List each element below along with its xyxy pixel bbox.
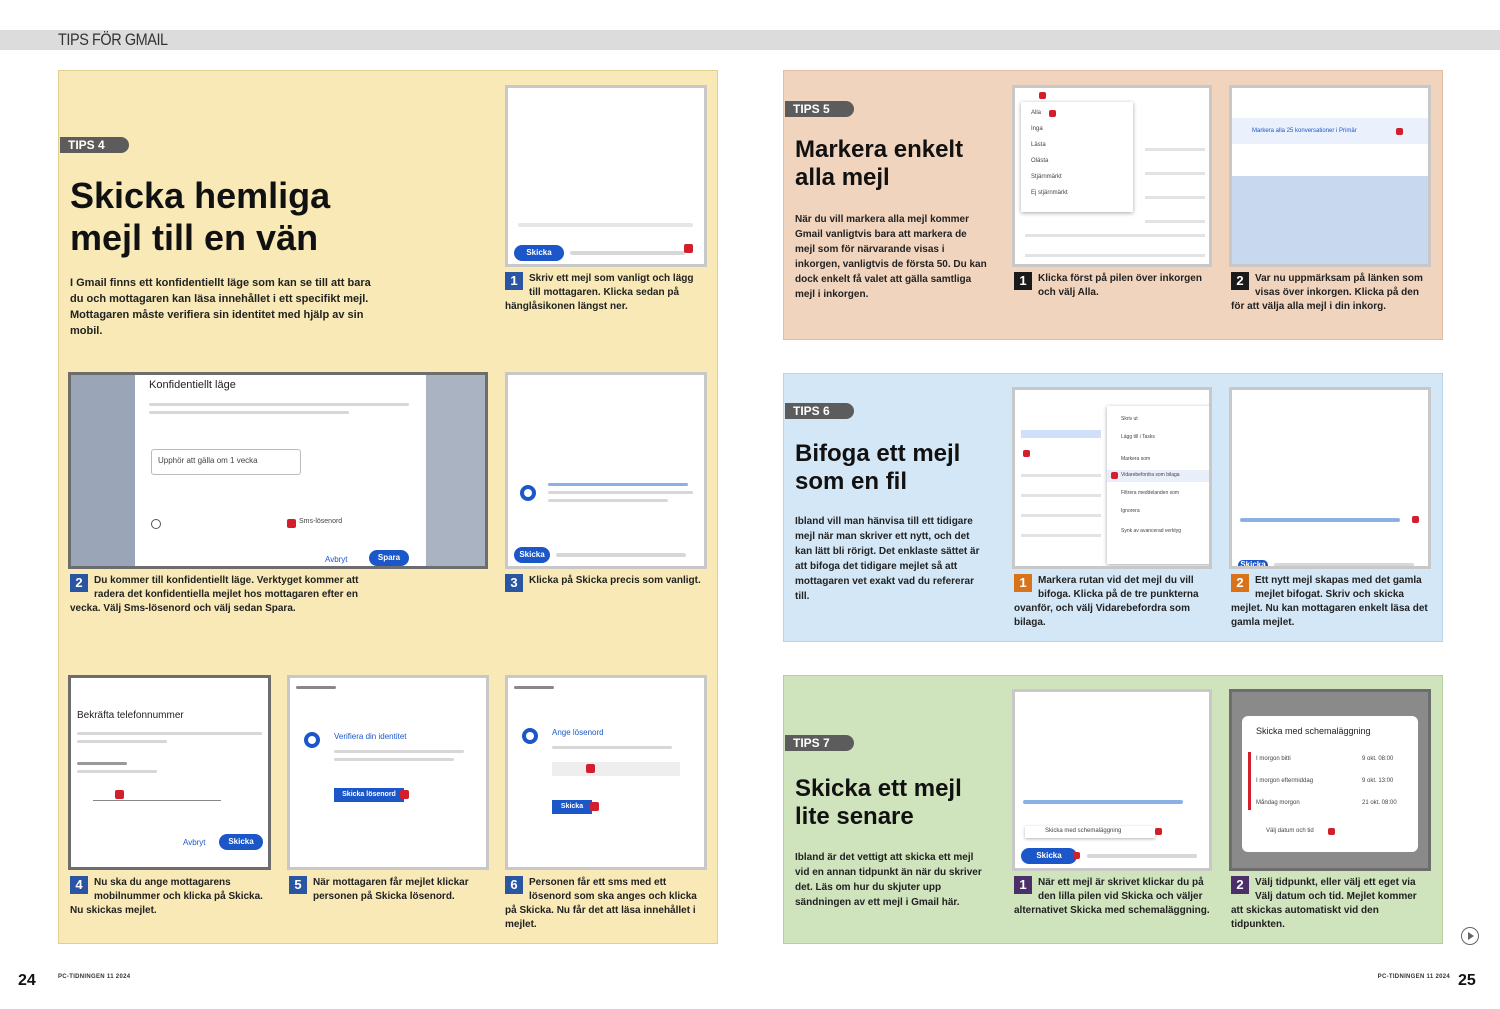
verify-title: Verifiera din identitet: [334, 732, 407, 741]
send-button-7[interactable]: Skicka: [1021, 848, 1077, 864]
marker-send-arrow: [1073, 852, 1080, 859]
lock-icon: [684, 244, 693, 253]
send-password-button[interactable]: Skicka lösenord: [334, 788, 404, 802]
tips5-badge: TIPS 5: [785, 101, 854, 117]
tips7-step1: 1 När ett mejl är skrivet klickar du på den lilla pilen vid Skicka och väljer alternativet Skicka med schemaläggning.: [1014, 877, 1210, 916]
tips6-screenshot-1: [1012, 387, 1212, 569]
tips4-heading-line2: mejl till en vän: [70, 217, 319, 259]
marker-arrow: [1039, 92, 1046, 99]
header-title: TIPS FÖR GMAIL: [58, 30, 168, 49]
marker-submit: [590, 802, 599, 811]
page-number-right: 25: [1458, 972, 1476, 989]
expiry-select[interactable]: Upphör att gälla om 1 vecka: [151, 449, 301, 475]
tips5-step2: 2 Var nu uppmärksam på länken som visas över inkorgen. Klicka på den för att välja alla mejl i din inkorg.: [1231, 273, 1423, 312]
marker-password: [586, 764, 595, 773]
send-button-6[interactable]: Skicka: [1238, 560, 1268, 569]
marker-custom: [1328, 828, 1335, 835]
tips5-screenshot-1: [1012, 85, 1212, 267]
send-button[interactable]: Skicka: [514, 245, 564, 261]
tips5-intro: När du vill markera alla mejl kommer Gmail vanligtvis bara att markera de mejl som för närvarande visas i inkorgen, vanligtvis de första 50. Du kan dock enkelt få valet att gälla samtliga mejl i inkorgen.: [795, 214, 987, 300]
tips4-step6: 6 Personen får ett sms med ett lösenord som ska anges och klicka på Skicka. Nu får det att läsa innehållet i mejlet.: [505, 877, 697, 930]
selected-rows: [1232, 176, 1428, 264]
page-number-left: 24: [18, 972, 36, 989]
marker-schedule: [1155, 828, 1162, 835]
schedule-popup: [1025, 826, 1155, 838]
tips5-heading: Markera enkelt alla mejl: [795, 136, 964, 192]
tips4-step4: 4 Nu ska du ange mottagarens mobilnummer och klicka på Skicka. Nu skickas mejlet.: [70, 877, 263, 916]
marker-forward: [1111, 472, 1118, 479]
cancel-link[interactable]: Avbryt: [325, 555, 348, 564]
password-input[interactable]: [552, 762, 680, 776]
tips4-step5: 5 När mottagaren får mejlet klickar personen på Skicka lösenord.: [289, 876, 489, 904]
tips4-step3: 3 Klicka på Skicka precis som vanligt.: [505, 574, 705, 592]
tips6-step1: 1 Markera rutan vid det mejl du vill bifoga. Klicka på de tre punkterna ovanför, och välj Vidarebefordra som bilaga.: [1014, 575, 1199, 628]
header-bar: [0, 30, 1500, 50]
tips7-step2: 2 Välj tidpunkt, eller välj ett eget via Välj datum och tid. Mejlet kommer att skickas automatiskt vid den tidpunkten.: [1231, 877, 1417, 930]
lock-clock-icon: [520, 485, 536, 501]
tips4-heading-line1: Skicka hemliga: [70, 175, 331, 216]
confidential-dialog: Konfidentiellt läge Upphör att gälla om 1 vecka Sms-lösenord Avbryt Spara: [137, 375, 425, 569]
next-page-icon[interactable]: [1461, 927, 1479, 945]
tips4-screenshot-4: Bekräfta telefonnummer Avbryt Skicka: [68, 675, 271, 870]
tips5-step1: 1 Klicka först på pilen över inkorgen och välj Alla.: [1014, 272, 1212, 300]
marker-all: [1049, 110, 1056, 117]
marker-sms: [287, 519, 296, 528]
marker-link: [1396, 128, 1403, 135]
forward-as-attachment[interactable]: Vidarebefordra som bilaga: [1121, 472, 1180, 478]
tips4-step1: 1 Skriv ett mejl som vanligt och lägg till mottagaren. Klicka sedan på hänglåsikonen längst ner.: [505, 273, 694, 312]
custom-datetime[interactable]: Välj datum och tid: [1266, 828, 1314, 834]
tips4-screenshot-5: [287, 675, 489, 870]
tips7-intro: Ibland är det vettigt att skicka ett mejl vid en annan tidpunkt än när du skriver det. Läs om hur du skjuter upp sändningen av ett mejl i Gmail här.: [795, 852, 982, 908]
tips4-screenshot-6: [505, 675, 707, 870]
tips6-screenshot-2: [1229, 387, 1431, 569]
schedule-send-item[interactable]: Skicka med schemaläggning: [1045, 828, 1122, 834]
confirm-phone-title: Bekräfta telefonnummer: [77, 710, 184, 721]
footer-brand-right: PC-TIDNINGEN 11 2024: [1377, 974, 1450, 980]
marker-attachment: [1412, 516, 1419, 523]
tips6-intro: Ibland vill man hänvisa till ett tidigare mejl när man skriver ett nytt, och det kan lätt bli rörigt. Det enklaste sättet är att bifoga det tidigare mejlet så att mottagaren vet exakt vad du refererar till.: [795, 516, 980, 602]
tips7-screenshot-1: [1012, 689, 1212, 871]
marker-checkbox: [1023, 450, 1030, 457]
submit-password-button[interactable]: Skicka: [552, 800, 592, 814]
send-button-3[interactable]: Skicka: [514, 547, 550, 563]
marker-phone: [115, 790, 124, 799]
password-title: Ange lösenord: [552, 728, 604, 737]
tips7-heading: Skicka ett mejl lite senare: [795, 775, 962, 831]
phone-input[interactable]: [93, 788, 221, 801]
tips5-screenshot-2: [1229, 85, 1431, 267]
tips4-screenshot-2: [68, 372, 488, 569]
radio-no-sms[interactable]: [151, 519, 161, 529]
verify-icon: [304, 732, 320, 748]
footer-brand-left: PC-TIDNINGEN 11 2024: [58, 974, 131, 980]
send-sms-button[interactable]: Skicka: [219, 834, 263, 850]
confidential-title: Konfidentiellt läge: [149, 379, 236, 391]
tips6-heading: Bifoga ett mejl som en fil: [795, 440, 961, 496]
menu-item-all[interactable]: Alla: [1031, 110, 1042, 116]
marker-send-password: [400, 790, 409, 799]
password-icon: [522, 728, 538, 744]
more-menu: Skriv ut Lägg till i Tasks Markera som Vidarebefordra som bilaga Filtrera meddelanden som Ignorera Synk av avancerad verktyg: [1107, 406, 1212, 564]
tips4-badge: TIPS 4: [60, 137, 129, 153]
tips6-step2: 2 Ett nytt mejl skapas med det gamla mejlet bifogat. Skriv och skicka mejlet. Nu kan mottagaren enkelt läsa det gamla mejlet.: [1231, 575, 1428, 628]
select-menu: Alla Inga Lästa Olästa Stjärnmärkt Ej stjärnmärkt: [1021, 102, 1133, 212]
tips4-screenshot-3: [505, 372, 707, 569]
tips4-step2: 2 Du kommer till konfidentiellt läge. Verktyget kommer att radera det konfidentiella mejlet hos mottagaren efter en vecka. Välj Sms-lösenord och välj sedan Spara.: [70, 575, 359, 614]
tips6-badge: TIPS 6: [785, 403, 854, 419]
marker-options: [1248, 752, 1251, 810]
select-all-link[interactable]: Markera alla 25 konversationer i Primär: [1252, 128, 1357, 134]
schedule-title: Skicka med schemaläggning: [1256, 726, 1371, 736]
schedule-dialog: Skicka med schemaläggning I morgon bitti 9 okt. 08:00 I morgon eftermiddag 9 okt. 13:00 Måndag morgon 21 okt. 08:00 Välj datum och tid: [1242, 716, 1418, 852]
tips7-badge: TIPS 7: [785, 735, 854, 751]
tips7-screenshot-2: [1229, 689, 1431, 871]
tips4-intro: I Gmail finns ett konfidentiellt läge som kan se till att bara du och mottagaren kan läsa innehållet i ett specifikt mejl. Mottagaren måste verifiera sin identitet med hjälp av sin mobil.: [70, 277, 371, 337]
save-button[interactable]: Spara: [369, 550, 409, 566]
tips4-screenshot-1: [505, 85, 707, 267]
tips4-heading: [70, 175, 330, 260]
